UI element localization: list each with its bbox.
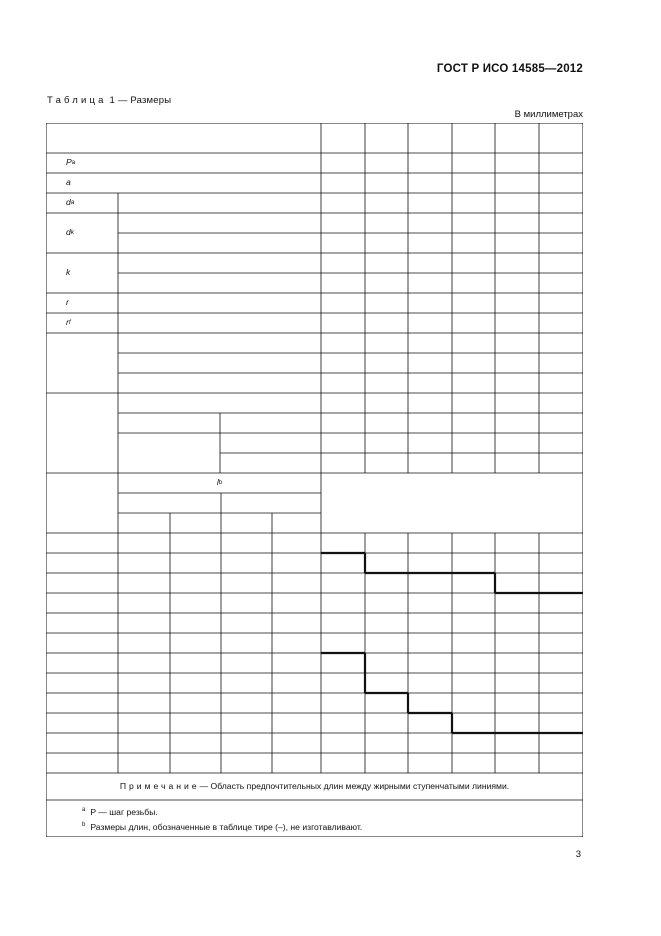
value-cell xyxy=(539,213,583,233)
value-cell xyxy=(539,253,583,273)
row-label-da xyxy=(46,193,118,213)
length-value xyxy=(118,613,170,633)
row-label-k xyxy=(46,253,118,293)
length-value xyxy=(272,553,321,573)
value-cell xyxy=(495,313,539,333)
value-cell xyxy=(539,313,583,333)
value-cell xyxy=(452,253,495,273)
row-sublabel-A xyxy=(118,413,220,433)
value-cell xyxy=(365,273,408,293)
length-value xyxy=(118,533,170,553)
length-value xyxy=(221,673,272,693)
row-symbol: a xyxy=(66,177,71,188)
value-cell xyxy=(539,173,583,193)
size-header-2 xyxy=(408,123,452,153)
value-cell xyxy=(321,233,365,253)
type-cr-header xyxy=(118,493,221,513)
footnote xyxy=(82,822,362,832)
length-value xyxy=(221,653,272,673)
length-value xyxy=(118,693,170,713)
nominal-length-header xyxy=(46,493,118,533)
value-cell xyxy=(495,353,539,373)
not-manufactured-dash xyxy=(539,533,583,553)
footnote-ref: a xyxy=(71,159,76,166)
value-cell xyxy=(321,293,365,313)
value-cell xyxy=(452,233,495,253)
value-cell xyxy=(495,453,539,473)
length-value xyxy=(221,693,272,713)
length-value xyxy=(170,613,221,633)
length-value xyxy=(170,653,221,673)
value-cell xyxy=(321,373,365,393)
row-qualifier xyxy=(220,413,321,433)
nominal-length xyxy=(46,733,118,753)
row-qualifier xyxy=(118,193,321,213)
row-qualifier xyxy=(118,313,321,333)
length-value xyxy=(221,613,272,633)
value-cell xyxy=(495,333,539,353)
row-qualifier xyxy=(118,253,321,273)
value-cell xyxy=(321,193,365,213)
footnote-mark: b xyxy=(82,822,86,829)
value-cell xyxy=(408,233,452,253)
value-cell xyxy=(495,273,539,293)
value-cell xyxy=(495,373,539,393)
nominal-length xyxy=(46,633,118,653)
value-cell xyxy=(452,333,495,353)
nominal-length xyxy=(46,593,118,613)
length-value xyxy=(221,593,272,613)
value-cell xyxy=(321,353,365,373)
value-cell xyxy=(408,193,452,213)
value-cell xyxy=(321,253,365,273)
length-value xyxy=(221,633,272,653)
value-cell xyxy=(365,353,408,373)
value-cell xyxy=(408,313,452,333)
row-qualifier xyxy=(118,353,321,373)
note-text: — Область предпочтительных длин между жирными ступенчатыми линиями. xyxy=(199,780,510,791)
value-cell xyxy=(365,433,408,453)
length-value xyxy=(118,733,170,753)
value-cell xyxy=(365,293,408,313)
value-cell xyxy=(452,273,495,293)
value-cell xyxy=(539,333,583,353)
row-qualifier xyxy=(220,453,321,473)
length-value xyxy=(170,753,221,773)
length-value xyxy=(272,613,321,633)
value-cell xyxy=(495,253,539,273)
value-cell xyxy=(408,253,452,273)
table-caption: Таблица 1 — Размеры xyxy=(47,95,172,106)
row-symbol-subscript: f xyxy=(68,319,71,327)
value-cell xyxy=(452,213,495,233)
value-cell xyxy=(321,393,365,413)
row-qualifier xyxy=(118,373,321,393)
value-cell xyxy=(539,413,583,433)
length-value xyxy=(272,673,321,693)
value-cell xyxy=(495,153,539,173)
row-qualifier xyxy=(118,273,321,293)
value-cell xyxy=(321,433,365,453)
value-cell xyxy=(408,293,452,313)
not-manufactured-dash xyxy=(321,533,365,553)
row-label-pitch xyxy=(46,153,321,173)
length-value xyxy=(118,673,170,693)
value-cell xyxy=(365,373,408,393)
value-cell xyxy=(539,193,583,213)
size-header-3 xyxy=(452,123,495,153)
nominal-length xyxy=(46,673,118,693)
nominal-length xyxy=(46,553,118,573)
not-manufactured-dash xyxy=(408,533,452,553)
nominal-length xyxy=(46,653,118,673)
not-manufactured-dash xyxy=(495,533,539,553)
length-value xyxy=(272,533,321,553)
length-value xyxy=(272,733,321,753)
value-cell xyxy=(495,433,539,453)
table-note xyxy=(46,773,583,800)
size-header xyxy=(46,123,321,153)
value-cell xyxy=(365,313,408,333)
value-cell xyxy=(408,453,452,473)
row-qualifier xyxy=(118,293,321,313)
length-value xyxy=(221,573,272,593)
value-cell xyxy=(495,193,539,213)
value-cell xyxy=(539,153,583,173)
length-value xyxy=(170,553,221,573)
size-header-5 xyxy=(539,123,583,153)
length-value xyxy=(272,593,321,613)
value-cell xyxy=(539,273,583,293)
row-sublabel-t xyxy=(118,433,220,473)
max-header xyxy=(272,513,321,533)
value-cell xyxy=(365,173,408,193)
value-cell xyxy=(495,233,539,253)
page-number: 3 xyxy=(575,849,581,860)
value-cell xyxy=(495,293,539,313)
not-manufactured-dash xyxy=(408,553,452,573)
nominal-length xyxy=(46,693,118,713)
length-value xyxy=(272,573,321,593)
length-value xyxy=(221,753,272,773)
value-cell xyxy=(408,273,452,293)
length-value xyxy=(221,733,272,753)
length-value xyxy=(118,553,170,573)
length-value xyxy=(170,733,221,753)
not-manufactured-dash xyxy=(452,553,495,573)
length-value xyxy=(272,653,321,673)
length-value xyxy=(170,673,221,693)
value-cell xyxy=(365,453,408,473)
value-cell xyxy=(452,373,495,393)
length-value xyxy=(118,753,170,773)
value-cell xyxy=(408,173,452,193)
length-value xyxy=(118,653,170,673)
value-cell xyxy=(452,173,495,193)
value-cell xyxy=(321,273,365,293)
value-cell xyxy=(495,213,539,233)
value-cell xyxy=(365,213,408,233)
value-cell xyxy=(365,233,408,253)
value-cell xyxy=(321,453,365,473)
type-f-header xyxy=(221,493,321,513)
length-value xyxy=(118,573,170,593)
document-header: ГОСТ Р ИСО 14585—2012 xyxy=(436,63,583,75)
not-manufactured-dash xyxy=(365,553,408,573)
length-value xyxy=(118,633,170,653)
size-header-1 xyxy=(365,123,408,153)
value-cell xyxy=(539,373,583,393)
nominal-length xyxy=(46,573,118,593)
footnote-ref: b xyxy=(218,479,223,486)
length-value xyxy=(272,753,321,773)
max-header xyxy=(170,513,221,533)
nominal-length xyxy=(46,533,118,553)
length-value xyxy=(272,693,321,713)
value-cell xyxy=(539,233,583,253)
length-value xyxy=(118,713,170,733)
not-manufactured-dash xyxy=(495,553,539,573)
row-symbol: r xyxy=(66,297,69,308)
row-label-star-recess xyxy=(46,393,118,473)
dimensions-table xyxy=(46,123,583,837)
nominal-length xyxy=(46,753,118,773)
value-cell xyxy=(452,193,495,213)
not-manufactured-dash xyxy=(539,573,583,593)
length-symbol xyxy=(118,473,321,493)
value-cell xyxy=(321,413,365,433)
value-cell xyxy=(495,173,539,193)
length-value xyxy=(221,533,272,553)
footnote-mark: a xyxy=(82,807,86,814)
value-cell xyxy=(452,313,495,333)
value-cell xyxy=(452,353,495,373)
size-header-0 xyxy=(321,123,365,153)
row-qualifier xyxy=(118,333,321,353)
value-cell xyxy=(452,393,495,413)
nominal-length xyxy=(46,713,118,733)
value-cell xyxy=(408,413,452,433)
value-cell xyxy=(408,373,452,393)
value-cell xyxy=(365,253,408,273)
length-value xyxy=(170,593,221,613)
value-cell xyxy=(452,153,495,173)
row-symbol-subscript: k xyxy=(70,229,75,237)
value-cell xyxy=(321,213,365,233)
length-value xyxy=(221,553,272,573)
row-symbol: d xyxy=(66,197,71,208)
row-symbol: d xyxy=(66,227,71,238)
row-qualifier xyxy=(118,213,321,233)
footnote-text: P — шаг резьбы. xyxy=(90,807,158,817)
value-cell xyxy=(321,153,365,173)
min-header xyxy=(118,513,170,533)
value-cell xyxy=(539,393,583,413)
row-qualifier xyxy=(220,433,321,453)
row-label-dk xyxy=(46,213,118,253)
not-manufactured-dash xyxy=(495,573,539,593)
value-cell xyxy=(408,213,452,233)
value-cell xyxy=(321,333,365,353)
size-header-4 xyxy=(495,123,539,153)
not-manufactured-dash xyxy=(539,553,583,573)
value-cell xyxy=(452,453,495,473)
length-value xyxy=(221,713,272,733)
value-cell xyxy=(408,433,452,453)
value-cell xyxy=(321,173,365,193)
row-qualifier xyxy=(118,393,321,413)
value-cell xyxy=(365,413,408,433)
length-value xyxy=(170,533,221,553)
value-cell xyxy=(539,433,583,453)
value-cell xyxy=(408,333,452,353)
value-cell xyxy=(365,153,408,173)
row-qualifier xyxy=(118,233,321,253)
length-value xyxy=(170,693,221,713)
value-cell xyxy=(539,453,583,473)
length-value xyxy=(170,713,221,733)
length-value xyxy=(170,633,221,653)
min-header xyxy=(221,513,272,533)
row-symbol: P xyxy=(66,157,72,168)
value-cell xyxy=(321,313,365,333)
row-label-rf xyxy=(46,313,118,333)
value-cell xyxy=(408,153,452,173)
value-cell xyxy=(539,293,583,313)
value-cell xyxy=(365,333,408,353)
units-label: В миллиметрах xyxy=(514,109,583,120)
value-cell xyxy=(408,353,452,373)
value-cell xyxy=(365,393,408,413)
value-cell xyxy=(452,433,495,453)
value-cell xyxy=(452,293,495,313)
row-label-a xyxy=(46,173,321,193)
footnote-text: Размеры длин, обозначенные в таблице тире (–), не изготавливают. xyxy=(90,822,363,832)
nominal-length xyxy=(46,613,118,633)
note-label: Примечание xyxy=(119,780,200,791)
value-cell xyxy=(408,393,452,413)
footnote xyxy=(82,807,158,817)
value-cell xyxy=(539,353,583,373)
value-cell xyxy=(495,393,539,413)
not-manufactured-dash xyxy=(365,533,408,553)
length-value xyxy=(170,573,221,593)
length-value xyxy=(272,713,321,733)
value-cell xyxy=(495,413,539,433)
length-symbol-text: l xyxy=(216,477,219,488)
length-value xyxy=(118,593,170,613)
row-symbol: r xyxy=(66,317,69,328)
row-label-r xyxy=(46,293,118,313)
value-cell xyxy=(365,193,408,213)
row-symbol-subscript: a xyxy=(70,199,75,207)
value-cell xyxy=(452,413,495,433)
row-symbol: k xyxy=(66,267,71,278)
length-value xyxy=(272,633,321,653)
row-label-y xyxy=(46,333,118,393)
not-manufactured-dash xyxy=(452,533,495,553)
